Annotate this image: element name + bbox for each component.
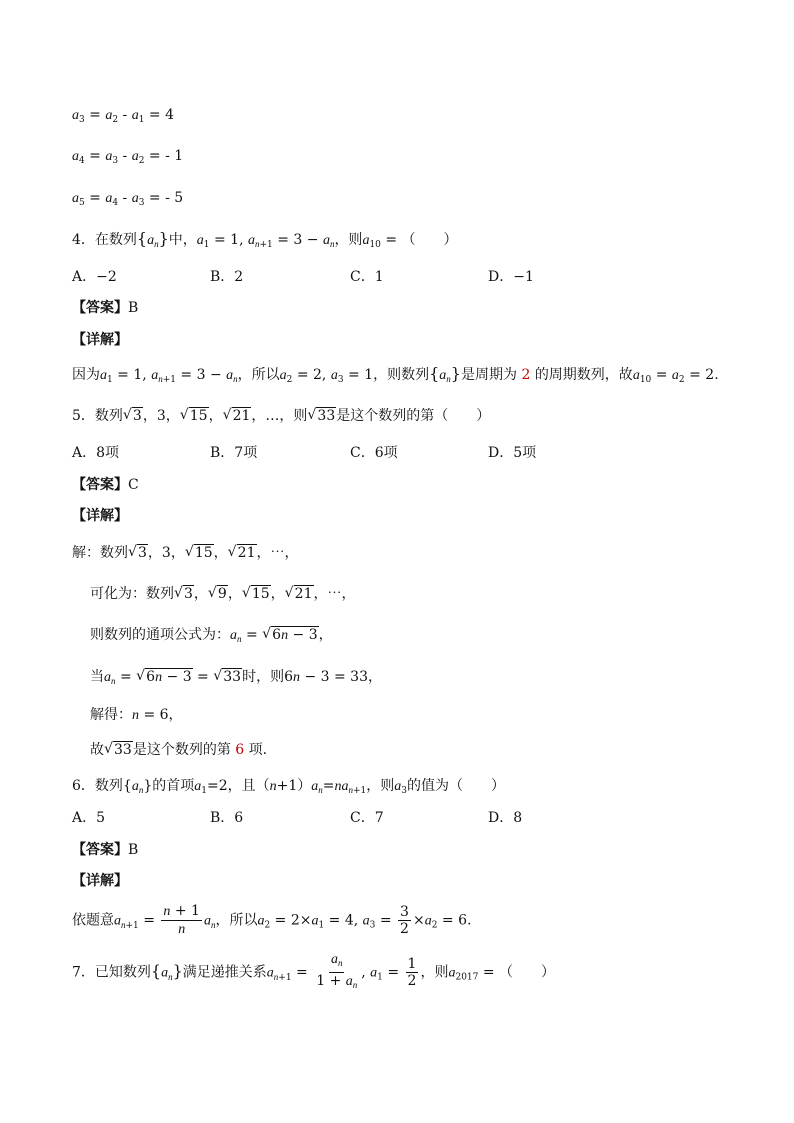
q7-text-mid: 满足递推关系 — [182, 964, 267, 981]
q5-s5-pre: 解得： — [90, 707, 132, 723]
q5-s6-post: 是这个数列的第 — [132, 742, 231, 758]
q6-solution: 依题意$a_{n+1}$ = $\frac{n + 1}{n}$ $a_n$，所以$a_2 = 2\times a_1 = 4$, $a_3$ = $\frac{3}{2}$ $\times a_2 = 6$. — [72, 903, 472, 937]
q6-text-post: ，则 — [366, 778, 395, 794]
q6-sol-end: . — [466, 912, 472, 929]
q5-solution-line-6: 故√ 33是这个数列的第 6 项. — [90, 740, 267, 760]
q6-answer — [72, 840, 138, 860]
q5-s6-pre: 故 — [90, 742, 104, 758]
q5-solution-line-4: 当$a_n$ = √ 6n − 3 = √ 33时，则6n − 3 = 33， — [90, 667, 382, 692]
q5-s6-num: 6 — [235, 742, 245, 758]
q6-sol-pre: 依题意 — [72, 912, 114, 929]
detail-tag: 【详解】 — [72, 332, 128, 348]
q6-option-c: C．7 — [350, 810, 384, 826]
q6-text-mid1: 的首项 — [152, 778, 195, 794]
q4-option-b: B．2 — [210, 269, 244, 285]
q5-s2-pre: 可化为：数列 — [90, 586, 174, 602]
detail-tag: 【详解】 — [72, 508, 128, 524]
q4-number: 4． — [72, 232, 95, 248]
q5-solution-line-5: 解得：n = 6， — [90, 707, 183, 723]
q6-option-b: B．6 — [210, 810, 244, 826]
question-5: 5．数列√ 3，3，√ 15，√ 21，…，则√ 33是这个数列的第（ ） — [72, 406, 490, 426]
q5-text-pre: 数列 — [94, 408, 123, 424]
q6-text-mid3: ） — [297, 778, 312, 794]
q4-text-pre: 在数列 — [94, 232, 137, 248]
q4-sol-mid3: 是周期为 — [460, 367, 517, 383]
q4-option-d: D．−1 — [488, 269, 534, 285]
q5-option-a: A．8项 — [72, 445, 120, 461]
question-7: 7．已知数列$\{a_n\}$满足递推关系$a_{n+1}$ = $\frac{a_n}{1 + a_n}$ , $a_1$ = $\frac{1}{2}$ ，则$a_{2017}$ = （ ） — [72, 952, 556, 990]
q4-sol-mid4: 的周期数列，故 — [534, 367, 633, 383]
q4-sol-mid1: ，所以 — [237, 367, 280, 383]
q5-s6-end: 项. — [248, 742, 268, 758]
q5-option-c: C．6项 — [350, 445, 398, 461]
q4-solution: 因为$a_1 = 1$, $a_{n+1} = 3 - a_n$，所以$a_2 = 2$, $a_3 = 1$，则数列$\{a_n\}$是周期为 2 的周期数列，故$a_{10} = a_2 = 2$. — [72, 364, 719, 385]
answer-tag: 【答案】 — [72, 842, 128, 858]
q5-solution-line-2: 可化为：数列√ 3，√ 9，√ 15，√ 21，⋯， — [90, 584, 356, 604]
q6-text-pre: 数列 — [94, 778, 123, 794]
q7-text-pre: 已知数列 — [94, 964, 151, 981]
question-4: 4．在数列$\{a_n\}$中，$a_1 = 1$, $a_{n+1} = 3 - a_n$，则$a_{10}$ = （ ） — [72, 229, 458, 250]
prev-line-a3: $a_3 = a_2 - a_1 = 4$ — [72, 107, 175, 125]
detail-tag: 【详解】 — [72, 873, 128, 889]
q5-s3-pre: 则数列的通项公式为： — [90, 627, 230, 643]
question-6: 6．数列$\{a_n\}$的首项$a_1=2$，且$(n+1)a_n=na_{n+1}$，则$a_3$的值为（ ） — [72, 778, 506, 796]
q6-detail — [72, 871, 128, 891]
q4-answer-value: B — [128, 300, 139, 316]
q6-text-end: 的值为（ ） — [407, 778, 506, 794]
q5-solution-line-3: 则数列的通项公式为：$a_n$ = √ 6n − 3， — [90, 625, 333, 650]
q5-answer — [72, 475, 139, 495]
q6-sol-mid: ，所以 — [215, 912, 258, 929]
q4-detail — [72, 330, 128, 350]
q5-s4-mid: 时，则 — [242, 669, 285, 685]
q4-answer — [72, 298, 138, 318]
prev-line-a4: $a_4 = a_3 - a_2$ = - 1 — [72, 148, 184, 166]
q7-text-post: ，则 — [420, 964, 449, 981]
q5-solution-line-1: 解：数列√ 3，3，√ 15，√ 21，⋯， — [72, 543, 299, 563]
q4-sol-mid2: ，则数列 — [373, 367, 430, 383]
q5-s1-pre: 解：数列 — [72, 545, 128, 561]
prev-line-a5: $a_5 = a_4 - a_3$ = - 5 — [72, 190, 184, 208]
q6-number: 6． — [72, 778, 95, 794]
q6-answer-value: B — [128, 842, 139, 858]
q4-text-mid: 中， — [168, 232, 197, 248]
q5-detail — [72, 506, 128, 526]
q5-option-b: B．7项 — [210, 445, 258, 461]
q4-blank: （ ） — [401, 232, 458, 248]
q4-sol-end: . — [714, 367, 719, 383]
q4-option-a: A．−2 — [72, 269, 117, 285]
q5-text-ellipsis: ，…，则 — [251, 408, 308, 424]
q5-s4-pre: 当 — [90, 669, 104, 685]
answer-tag: 【答案】 — [72, 300, 128, 316]
q6-text-mid2: ，且（ — [227, 778, 270, 794]
q7-blank: （ ） — [499, 964, 556, 981]
q5-text-mid: ，3， — [142, 408, 180, 424]
q4-sol-pre: 因为 — [72, 367, 100, 383]
q6-option-a: A．5 — [72, 810, 106, 826]
q7-number: 7． — [72, 964, 95, 981]
q4-sol-period: 2 — [521, 367, 531, 383]
q4-text-post: ，则 — [334, 232, 363, 248]
q5-option-d: D．5项 — [488, 445, 537, 461]
answer-tag: 【答案】 — [72, 477, 128, 493]
q5-answer-value: C — [128, 477, 139, 493]
q5-number: 5． — [72, 408, 95, 424]
q4-option-c: C．1 — [350, 269, 384, 285]
q6-option-d: D．8 — [488, 810, 523, 826]
q5-text-post: 是这个数列的第（ ） — [336, 408, 491, 424]
